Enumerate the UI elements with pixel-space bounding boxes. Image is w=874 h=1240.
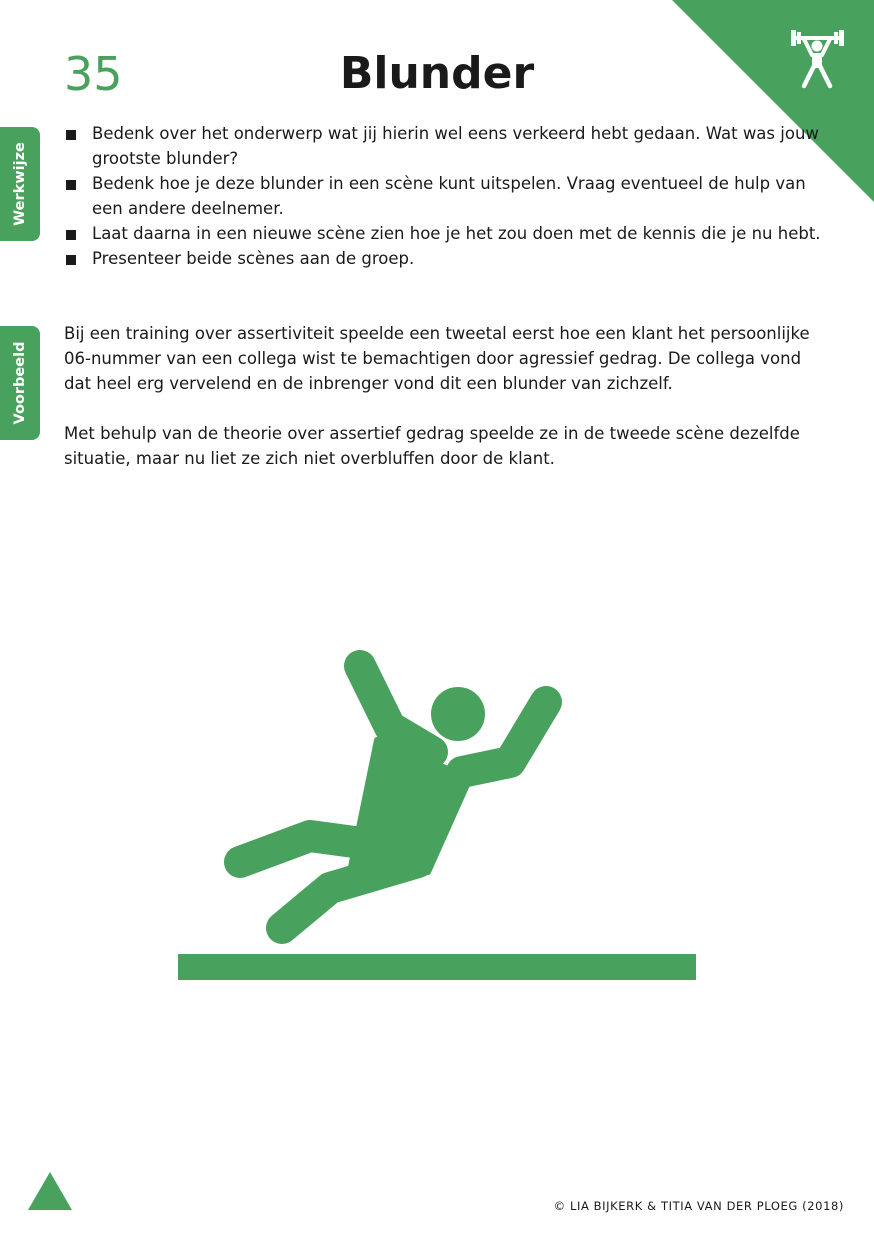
tab-werkwijze-label: Werkwijze xyxy=(12,142,28,226)
step-item: Bedenk hoe je deze blunder in een scène kunt uitspelen. Vraag eventueel de hulp van een andere deelnemer. xyxy=(64,171,824,221)
werkwijze-steps xyxy=(64,121,824,271)
step-item: Bedenk over het onderwerp wat jij hierin wel eens verkeerd hebt gedaan. Wat was jouw grootste blunder? xyxy=(64,121,824,171)
triangle-icon xyxy=(26,1170,74,1212)
tab-voorbeeld xyxy=(0,326,40,440)
falling-person-icon xyxy=(160,640,720,990)
copyright: © LIA BIJKERK & TITIA VAN DER PLOEG (2018) xyxy=(553,1199,844,1213)
floor-bar xyxy=(178,954,696,980)
example-paragraph: Bij een training over assertiviteit speelde een tweetal eerst hoe een klant het persoonlijke 06-nummer van een collega wist te bemachtigen door agressief gedrag. De collega vond dat heel erg vervelend en de inbrenger vond dit een blunder van zichzelf. xyxy=(64,324,810,393)
page-title: Blunder xyxy=(339,48,535,99)
page-number: 35 xyxy=(64,47,123,101)
tab-werkwijze xyxy=(0,127,40,241)
tab-voorbeeld-label: Voorbeeld xyxy=(12,341,28,425)
voorbeeld-text xyxy=(64,321,824,496)
step-item: Laat daarna in een nieuwe scène zien hoe je het zou doen met de kennis die je nu hebt. xyxy=(64,221,824,246)
example-paragraph: Met behulp van de theorie over assertief gedrag speelde ze in de tweede scène dezelfde situatie, maar nu liet ze zich niet overbluffen door de klant. xyxy=(64,424,800,468)
step-item: Presenteer beide scènes aan de groep. xyxy=(64,246,824,271)
